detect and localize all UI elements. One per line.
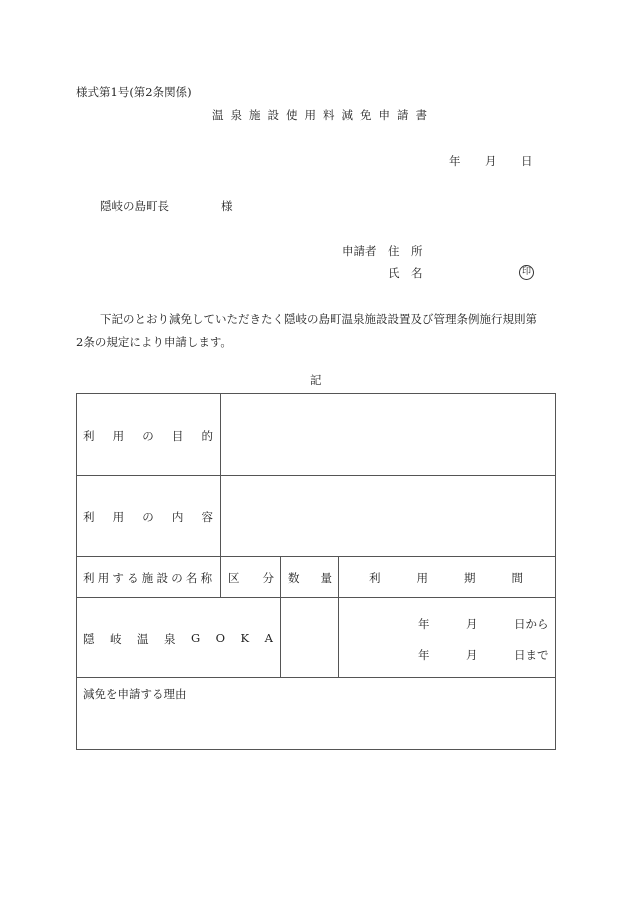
name-char: K bbox=[240, 631, 250, 645]
label-char: 用 bbox=[112, 510, 125, 524]
body-text-line2: 2条の規定により申請します。 bbox=[76, 335, 232, 349]
label-char: 利 bbox=[83, 510, 95, 524]
reason-label: 減免を申請する理由 bbox=[83, 687, 187, 701]
seal-icon: 印 bbox=[519, 265, 534, 280]
name-char: 泉 bbox=[163, 632, 176, 646]
date-year-label: 年 bbox=[449, 154, 461, 168]
name-char: O bbox=[215, 631, 226, 645]
date-month-label: 月 bbox=[485, 154, 497, 168]
row-divider bbox=[76, 677, 556, 678]
header-char: 量 bbox=[320, 571, 332, 585]
address-label: 住 所 bbox=[388, 244, 423, 258]
header-char: 用 bbox=[416, 571, 428, 585]
col-divider bbox=[338, 556, 339, 677]
addressee-name: 隠岐の島町長 bbox=[100, 199, 169, 213]
name-char: 温 bbox=[136, 632, 149, 646]
purpose-field[interactable] bbox=[221, 394, 555, 475]
date-day-label: 日 bbox=[521, 154, 533, 168]
label-char: 的 bbox=[201, 429, 213, 443]
label-char: 容 bbox=[201, 510, 213, 524]
document-title: 温泉施設使用料減免申請書 bbox=[212, 108, 434, 122]
label-char: の bbox=[142, 429, 154, 443]
facility-name-value bbox=[83, 631, 273, 647]
facility-name-header: 利用する施設の名称 bbox=[83, 571, 216, 585]
period-header bbox=[369, 570, 523, 586]
name-char: G bbox=[190, 631, 201, 645]
period-to-day: 日まで bbox=[514, 648, 549, 662]
header-char: 間 bbox=[511, 571, 523, 585]
purpose-label bbox=[83, 428, 213, 444]
content-label bbox=[83, 509, 213, 525]
form-number: 様式第1号(第2条関係) bbox=[76, 85, 192, 99]
header-char: 数 bbox=[288, 571, 300, 585]
period-from-month: 月 bbox=[466, 617, 478, 631]
name-char: A bbox=[264, 631, 273, 645]
category-header bbox=[228, 570, 274, 586]
period-to-month: 月 bbox=[466, 648, 478, 662]
quantity-field[interactable] bbox=[281, 598, 338, 677]
name-char: 岐 bbox=[109, 632, 122, 646]
content-field[interactable] bbox=[221, 476, 555, 556]
period-from-year: 年 bbox=[418, 617, 430, 631]
period-from-day: 日から bbox=[514, 617, 549, 631]
row-divider bbox=[76, 556, 556, 557]
quantity-header bbox=[288, 570, 332, 586]
label-char: 内 bbox=[171, 510, 184, 524]
period-to-year: 年 bbox=[418, 648, 430, 662]
table-border-bottom bbox=[76, 749, 556, 750]
label-char: 目 bbox=[171, 429, 184, 443]
ki-heading: 記 bbox=[310, 373, 322, 387]
table-border-left bbox=[76, 393, 77, 750]
name-label: 氏 名 bbox=[388, 266, 423, 280]
label-char: 利 bbox=[83, 429, 95, 443]
applicant-label: 申請者 bbox=[342, 244, 377, 258]
header-char: 区 bbox=[228, 571, 240, 585]
name-char: 隠 bbox=[83, 632, 95, 646]
label-char: 用 bbox=[112, 429, 125, 443]
addressee-honorific: 様 bbox=[221, 199, 233, 213]
header-char: 分 bbox=[262, 571, 274, 585]
header-char: 期 bbox=[464, 571, 476, 585]
reason-field[interactable] bbox=[77, 704, 555, 748]
header-char: 利 bbox=[369, 571, 381, 585]
body-text-line1: 下記のとおり減免していただきたく隠岐の島町温泉施設設置及び管理条例施行規則第 bbox=[100, 312, 537, 326]
label-char: の bbox=[142, 510, 154, 524]
table-border-right bbox=[555, 393, 556, 750]
